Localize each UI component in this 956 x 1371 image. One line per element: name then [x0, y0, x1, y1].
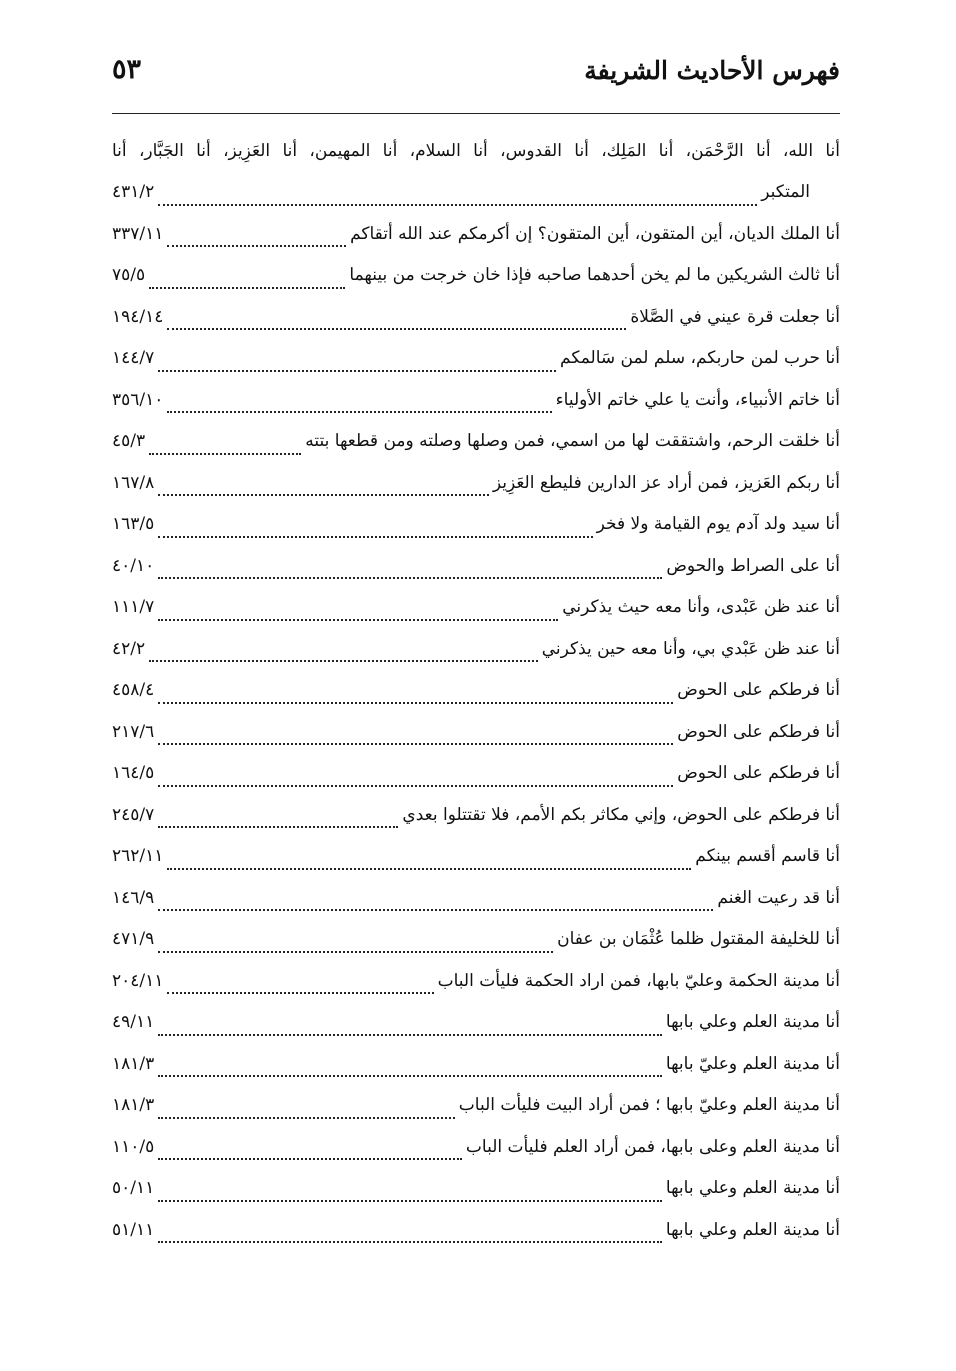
index-entry: [112, 421, 840, 463]
entry-reference: ٤٢/٢: [112, 638, 146, 659]
index-entry: [112, 1085, 840, 1127]
dot-leader: [167, 391, 551, 413]
entry-text: أنا عند ظن عَبْدى، وأنا معه حيث يذكرني: [562, 597, 840, 617]
entry-text: أنا مدينة الحكمة وعليّ بابها، فمن اراد الحكمة فليأت الباب: [437, 970, 840, 991]
dot-leader: [149, 433, 301, 455]
entry-reference: ٤٩/١١: [112, 1012, 155, 1032]
entry-reference: ٢١٧/٦: [112, 721, 155, 742]
entry-text: أنا مدينة العلم وعليّ بابها ؛ فمن أراد البيت فليأت الباب: [458, 1095, 840, 1115]
entry-text: أنا فرطكم على الحوض: [677, 763, 840, 783]
index-entry: [112, 463, 840, 505]
dot-leader: [167, 972, 433, 994]
index-entry: [112, 1002, 840, 1044]
index-entry: [112, 214, 840, 256]
index-entry: [112, 338, 840, 380]
page-number: ٥٣: [112, 54, 142, 85]
index-entry: [112, 587, 840, 629]
header-divider: [112, 113, 840, 114]
entry-text: أنا خلقت الرحم، واشتققت لها من اسمي، فمن وصلها وصلته ومن قطعها بتته: [305, 431, 840, 451]
dot-leader: [158, 1097, 455, 1119]
entry-reference: ١١١/٧: [112, 597, 155, 617]
entry-text-line-1: أنا الله، أنا الرَّحْمَن، أنا المَلِك، أنا القدوس، أنا السلام، أنا المهيمن، أنا العَزِيز، أنا الجَبَّار، أنا: [112, 141, 840, 161]
entry-text: أنا مدينة العلم وعلي بابها: [665, 1219, 840, 1240]
entry-text: أنا فرطكم على الحوض: [677, 721, 840, 742]
index-entry: [112, 1044, 840, 1086]
index-entry: [112, 961, 840, 1003]
entry-reference: ٢٦٢/١١: [112, 846, 164, 866]
dot-leader: [167, 848, 691, 870]
dot-leader: [158, 350, 556, 372]
entry-reference: ٣٣٧/١١: [112, 223, 164, 244]
entry-text: أنا مدينة العلم وعلى بابها، فمن أراد العلم فليأت الباب: [465, 1136, 840, 1157]
entry-reference: ١١٠/٥: [112, 1136, 155, 1157]
dot-leader: [158, 1055, 662, 1077]
entry-reference: ٣٥٦/١٠: [112, 389, 164, 410]
entry-text: أنا الملك الديان، أين المتقون، أين المتقون؟ إن أكرمكم عند الله أتقاكم: [350, 223, 840, 244]
index-entry: [112, 1168, 840, 1210]
index-entry: [112, 504, 840, 546]
dot-leader: [158, 1138, 462, 1160]
index-entry: [112, 380, 840, 422]
dot-leader: [158, 516, 592, 538]
dot-leader: [167, 308, 626, 330]
entry-text: أنا مدينة العلم وعليّ بابها: [665, 1053, 840, 1074]
entry-reference: ١٨١/٣: [112, 1053, 155, 1074]
entry-text: أنا قاسم أقسم بينكم: [695, 846, 840, 866]
entry-text: أنا عند ظن عَبْدي بي، وأنا معه حين يذكرني: [541, 638, 840, 659]
dot-leader: [158, 1221, 662, 1243]
entry-text: أنا ثالث الشريكين ما لم يخن أحدهما صاحبه فإذا خان خرجت من بينهما: [349, 265, 840, 285]
page-header: [112, 52, 840, 102]
dot-leader: [158, 184, 757, 206]
entry-reference: ٤٣١/٢: [112, 182, 155, 202]
hadith-index-list: [112, 130, 840, 1251]
dot-leader: [149, 640, 538, 662]
dot-leader: [158, 931, 553, 953]
entry-reference: ٥٠/١١: [112, 1178, 155, 1198]
entry-reference: ٢٠٤/١١: [112, 970, 164, 991]
entry-reference: ١٩٤/١٤: [112, 306, 164, 327]
index-entry: [112, 297, 840, 339]
dot-leader: [158, 765, 673, 787]
entry-text: المتكبر: [761, 182, 810, 202]
index-entry-first: [112, 130, 840, 214]
index-entry: [112, 753, 840, 795]
entry-text: أنا حرب لمن حاربكم، سلم لمن سَالمكم: [560, 348, 840, 368]
entry-text: أنا فرطكم على الحوض، وإني مكاثر بكم الأمم، فلا تقتتلوا بعدي: [402, 804, 840, 825]
entry-text: أنا مدينة العلم وعلي بابها: [665, 1178, 840, 1198]
entry-reference: ٢٤٥/٧: [112, 804, 155, 825]
entry-text: أنا خاتم الأنبياء، وأنت يا علي خاتم الأولياء: [555, 389, 840, 410]
index-entry: [112, 919, 840, 961]
index-entry: [112, 1210, 840, 1252]
dot-leader: [158, 1180, 662, 1202]
dot-leader: [158, 889, 713, 911]
entry-reference: ٤٥/٣: [112, 431, 146, 451]
running-title: فهرس الأحاديث الشريفة: [584, 56, 840, 85]
dot-leader: [158, 474, 489, 496]
entry-text: أنا للخليفة المقتول ظلما عُثْمَان بن عفان: [557, 929, 840, 949]
entry-text: أنا سيد ولد آدم يوم القيامة ولا فخر: [596, 514, 840, 534]
entry-reference: ٤٧١/٩: [112, 929, 155, 949]
index-entry: [112, 1127, 840, 1169]
index-entry: [112, 836, 840, 878]
entry-reference: ١٤٦/٩: [112, 887, 155, 908]
entry-reference: ١٦٤/٥: [112, 763, 155, 783]
index-entry: [112, 670, 840, 712]
dot-leader: [158, 1014, 662, 1036]
entry-reference: ٥١/١١: [112, 1219, 155, 1240]
entry-reference: ١٤٤/٧: [112, 348, 155, 368]
index-entry: [112, 255, 840, 297]
entry-text: أنا على الصراط والحوض: [666, 555, 840, 576]
dot-leader: [158, 723, 673, 745]
entry-reference: ٤٠/١٠: [112, 555, 155, 576]
entry-text: أنا قد رعيت الغنم: [717, 887, 840, 908]
dot-leader: [149, 267, 345, 289]
entry-reference: ٧٥/٥: [112, 265, 146, 285]
entry-reference: ١٨١/٣: [112, 1095, 155, 1115]
index-entry: [112, 795, 840, 837]
index-entry-continuation: [112, 172, 840, 214]
dot-leader: [158, 557, 662, 579]
index-entry: [112, 546, 840, 588]
entry-text: أنا جعلت قرة عيني في الصَّلاة: [630, 306, 840, 327]
entry-text: أنا ربكم العَزيز، فمن أراد عز الدارين فليطع العَزِيز: [492, 472, 840, 493]
entry-reference: ١٦٧/٨: [112, 472, 155, 493]
index-entry: [112, 629, 840, 671]
dot-leader: [158, 599, 558, 621]
dot-leader: [158, 682, 673, 704]
entry-reference: ١٦٣/٥: [112, 514, 155, 534]
entry-text: أنا مدينة العلم وعلي بابها: [665, 1012, 840, 1032]
entry-reference: ٤٥٨/٤: [112, 680, 155, 700]
dot-leader: [158, 806, 398, 828]
entry-text: أنا فرطكم على الحوض: [677, 680, 840, 700]
index-entry: [112, 712, 840, 754]
dot-leader: [167, 225, 346, 247]
index-entry: [112, 878, 840, 920]
